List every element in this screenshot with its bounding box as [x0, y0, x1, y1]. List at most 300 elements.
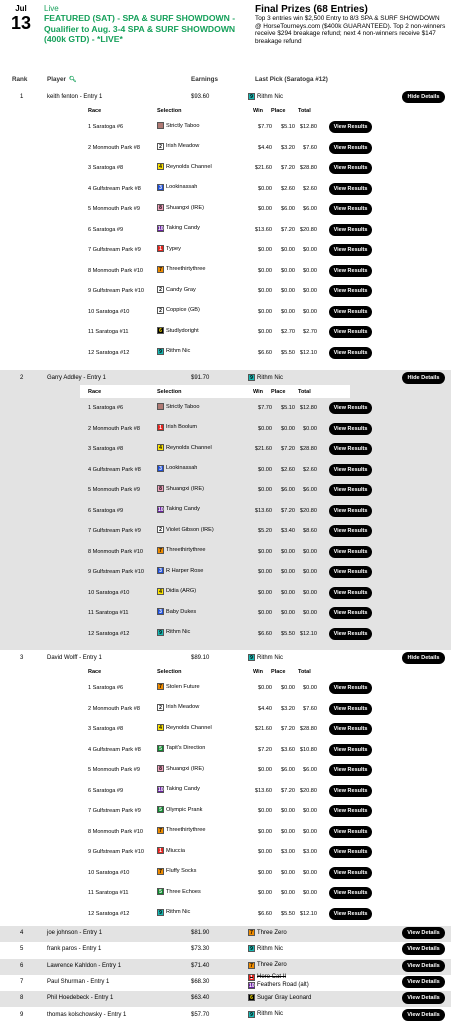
view-details-button[interactable]: View Details — [402, 927, 445, 939]
race-name: 2 Monmouth Park #8 — [88, 705, 140, 712]
player-zone — [0, 89, 451, 370]
place-payout: $7.20 — [281, 726, 295, 732]
player-rank: 6 — [20, 962, 24, 969]
post-position-badge: 1 — [157, 847, 164, 854]
post-position-badge: 4 — [157, 444, 164, 451]
race-row — [80, 678, 368, 698]
total-payout: $28.80 — [299, 726, 317, 732]
horse-name: Shuangxi (IRE) — [166, 485, 204, 492]
win-payout: $7.70 — [258, 405, 272, 411]
selection — [157, 266, 205, 273]
player-rank: 9 — [20, 1011, 24, 1018]
place-payout: $6.00 — [281, 767, 295, 773]
prizes-title: Final Prizes (68 Entries) — [255, 4, 368, 15]
win-payout: $0.00 — [258, 828, 272, 835]
last-pick-horse: Rithm Nic — [257, 654, 284, 661]
race-name: 11 Saratoga #11 — [88, 329, 129, 335]
player-earnings: $71.40 — [191, 962, 210, 969]
race-name: 1 Saratoga #6 — [88, 405, 124, 411]
horse-name: Reynolds Channel — [166, 163, 212, 170]
player-name[interactable]: Garry Addley - Entry 1 — [47, 375, 107, 381]
col-selection: Selection — [157, 669, 182, 675]
race-table-header — [80, 104, 350, 117]
view-results-button[interactable]: View Results — [329, 285, 372, 297]
horse-name: Strictly Taboo — [166, 122, 200, 129]
post-position-badge: 4 — [157, 724, 164, 731]
race-name: 3 Saratoga #8 — [88, 446, 124, 452]
view-results-button[interactable]: View Results — [329, 546, 372, 558]
live-status: Live — [44, 4, 59, 13]
race-name: 12 Saratoga #12 — [88, 630, 130, 637]
place-payout: $3.20 — [281, 144, 295, 151]
place-payout: $0.00 — [281, 808, 295, 814]
race-name: 2 Monmouth Park #8 — [88, 144, 140, 151]
col-race: Race — [88, 389, 102, 395]
view-results-button[interactable]: View Results — [329, 566, 372, 578]
total-payout: $0.00 — [303, 288, 317, 294]
total-payout: $10.80 — [299, 746, 317, 753]
race-row — [80, 904, 368, 924]
race-name: 3 Saratoga #8 — [88, 726, 124, 732]
total-payout: $12.10 — [299, 349, 317, 356]
place-payout: $5.50 — [281, 910, 295, 917]
selection — [157, 506, 200, 513]
view-results-button[interactable]: View Results — [329, 484, 372, 496]
place-payout: $3.00 — [281, 849, 295, 855]
place-payout: $3.40 — [281, 528, 295, 534]
total-payout: $0.00 — [303, 610, 317, 616]
selection — [157, 444, 212, 451]
view-results-button[interactable]: View Results — [329, 265, 372, 277]
horse-name: Baby Dukes — [166, 608, 197, 615]
post-position-badge: 9 — [157, 348, 164, 355]
race-table-header — [80, 665, 350, 678]
view-results-button[interactable]: View Results — [329, 628, 372, 640]
race-name: 6 Saratoga #9 — [88, 787, 124, 794]
view-results-button[interactable]: View Results — [329, 908, 372, 920]
view-results-button[interactable]: View Results — [329, 326, 372, 338]
scratched-horse-name: Hero Cat II — [257, 974, 287, 981]
win-payout: $0.00 — [258, 548, 272, 555]
selection — [157, 526, 214, 533]
place-payout: $7.20 — [281, 446, 295, 452]
selection — [157, 868, 196, 875]
post-position-badge: 7 — [157, 868, 164, 875]
race-name: 3 Saratoga #8 — [88, 165, 124, 171]
place-payout: $0.00 — [281, 308, 295, 315]
win-payout: $6.60 — [258, 349, 272, 356]
player-zone — [0, 975, 451, 991]
player-name[interactable]: Phil Hoedebeck - Entry 1 — [47, 995, 114, 1002]
place-payout: $7.20 — [281, 787, 295, 794]
post-position-badge: 6 — [157, 327, 164, 334]
col-total: Total — [298, 108, 311, 114]
view-results-button[interactable]: View Results — [329, 846, 372, 858]
player-row — [0, 990, 451, 1006]
race-name: 10 Saratoga #10 — [88, 308, 130, 315]
race-name: 9 Gulfstream Park #10 — [88, 288, 144, 294]
alternate-pick — [248, 982, 309, 989]
place-payout: $2.60 — [281, 185, 295, 192]
post-position-badge: 7 — [157, 266, 164, 273]
view-results-button[interactable]: View Results — [329, 162, 372, 174]
selection — [157, 608, 196, 615]
player-name[interactable]: frank paros - Entry 1 — [47, 946, 102, 953]
player-zone — [0, 959, 451, 975]
last-pick — [248, 654, 283, 661]
post-position-badge: 7 — [248, 929, 255, 936]
win-payout: $0.00 — [258, 247, 272, 253]
view-results-button[interactable]: View Results — [329, 703, 372, 715]
horse-name: Threethirtythree — [166, 266, 206, 272]
horse-name: R Harper Rose — [166, 567, 204, 574]
player-zone — [0, 370, 451, 650]
view-results-button[interactable]: View Results — [329, 764, 372, 776]
post-position-badge: 9 — [248, 1011, 255, 1018]
col-win: Win — [253, 389, 264, 395]
post-position-badge: 7 — [157, 683, 164, 690]
race-name: 4 Gulfstream Park #8 — [88, 746, 141, 753]
view-results-button[interactable]: View Results — [329, 224, 372, 236]
win-payout: $0.00 — [258, 466, 272, 473]
last-pick-horse: Feathers Road (alt) — [257, 982, 309, 989]
col-place: Place — [271, 669, 286, 675]
total-payout: $0.00 — [303, 308, 317, 315]
col-selection: Selection — [157, 389, 182, 395]
race-name: 5 Monmouth Park #9 — [88, 487, 140, 493]
race-row — [80, 179, 368, 199]
col-rank: Rank — [12, 76, 28, 83]
col-win: Win — [253, 669, 264, 675]
view-details-button[interactable]: View Details — [402, 960, 445, 972]
total-payout: $12.10 — [299, 630, 317, 637]
race-row — [80, 302, 368, 322]
view-results-button[interactable]: View Results — [329, 682, 372, 694]
view-results-button[interactable]: View Results — [329, 183, 372, 195]
total-payout: $0.00 — [303, 247, 317, 253]
player-name[interactable]: David Wolff - Entry 1 — [47, 655, 102, 661]
place-payout: $7.20 — [281, 165, 295, 171]
race-name: 4 Gulfstream Park #8 — [88, 185, 141, 192]
total-payout: $0.00 — [303, 869, 317, 876]
view-results-button[interactable]: View Results — [329, 867, 372, 879]
race-name: 10 Saratoga #10 — [88, 869, 130, 876]
win-payout: $5.20 — [258, 528, 272, 534]
horse-name: Taking Candy — [166, 506, 200, 512]
view-results-button[interactable]: View Results — [329, 443, 372, 455]
selection — [157, 184, 197, 191]
race-row — [80, 699, 368, 719]
player-row — [0, 1007, 451, 1023]
horse-name: Reynolds Channel — [166, 724, 212, 731]
race-row — [80, 138, 368, 158]
player-rank: 5 — [20, 946, 24, 953]
place-payout: $2.60 — [281, 466, 295, 473]
view-results-button[interactable]: View Results — [329, 785, 372, 797]
selection — [157, 786, 200, 793]
player-row — [0, 941, 451, 957]
post-position-badge: 10 — [158, 786, 164, 793]
post-position-badge: 9 — [248, 945, 255, 952]
col-place: Place — [271, 389, 286, 395]
player-rank: 8 — [20, 995, 24, 1002]
post-position-badge: 3 — [157, 567, 164, 574]
horse-name: Violet Gibson (IRE) — [166, 526, 214, 533]
race-name: 10 Saratoga #10 — [88, 589, 130, 596]
date-block — [6, 4, 36, 33]
view-results-button[interactable]: View Results — [329, 464, 372, 476]
post-position-badge: 2 — [157, 704, 164, 711]
view-details-button[interactable]: View Details — [402, 992, 445, 1004]
win-payout: $6.60 — [258, 910, 272, 917]
post-position-badge: 4 — [157, 163, 164, 170]
selection — [157, 163, 212, 170]
view-results-button[interactable]: View Results — [329, 203, 372, 215]
player-rank: 1 — [20, 94, 24, 100]
selection — [157, 888, 201, 895]
view-results-button[interactable]: View Results — [329, 826, 372, 838]
race-name: 8 Monmouth Park #10 — [88, 267, 144, 274]
player-name[interactable]: Lawrence Kahldon - Entry 1 — [47, 962, 122, 969]
view-details-button[interactable]: View Details — [402, 976, 445, 988]
selection — [157, 588, 196, 595]
place-payout: $6.00 — [281, 487, 295, 493]
view-results-button[interactable]: View Results — [329, 347, 372, 359]
horse-name: Irish Meadow — [166, 704, 200, 710]
view-results-button[interactable]: View Results — [329, 805, 372, 817]
col-race: Race — [88, 669, 102, 675]
last-pick-horse: Rithm Nic — [257, 93, 284, 100]
total-payout: $12.80 — [299, 405, 317, 411]
horse-name: Shuangxi (IRE) — [166, 765, 204, 772]
selection — [157, 225, 200, 232]
total-payout: $20.80 — [299, 787, 317, 794]
race-name: 5 Monmouth Park #9 — [88, 767, 140, 773]
total-payout: $6.00 — [303, 206, 317, 212]
race-row — [80, 261, 368, 281]
race-name: 2 Monmouth Park #8 — [88, 425, 140, 432]
win-payout: $0.00 — [258, 808, 272, 814]
place-payout: $5.50 — [281, 630, 295, 637]
post-position-badge: 4 — [157, 588, 164, 595]
post-position-badge: 1 — [248, 974, 255, 981]
view-results-button[interactable]: View Results — [329, 121, 372, 133]
race-details-table — [80, 665, 368, 924]
tournament-title: FEATURED (SAT) - SPA & SURF SHOWDOWN - Qualifier to Aug. 3-4 SPA & SURF SHOWDOWN (400k GTD) - *LIVE* — [44, 13, 236, 44]
last-pick — [248, 1011, 283, 1018]
place-payout: $5.50 — [281, 349, 295, 356]
view-results-button[interactable]: View Results — [329, 505, 372, 517]
last-pick-horse: Three Zero — [257, 962, 287, 969]
selection — [157, 143, 199, 150]
selection — [157, 704, 199, 711]
win-payout: $0.00 — [258, 206, 272, 212]
win-payout: $4.40 — [258, 144, 272, 151]
selection — [157, 122, 199, 129]
final-prizes — [255, 4, 447, 45]
win-payout: $0.00 — [258, 267, 272, 274]
post-position-badge: 8 — [157, 485, 164, 492]
race-name: 9 Gulfstream Park #10 — [88, 569, 144, 575]
player-name[interactable]: joe johnson - Entry 1 — [47, 930, 103, 936]
player-zone — [0, 942, 451, 958]
col-player: Player 🔍︎ — [47, 76, 77, 83]
last-pick — [248, 374, 283, 381]
post-position-badge: 7 — [248, 962, 255, 969]
post-position-badge: ? — [158, 404, 163, 410]
view-results-button[interactable]: View Results — [329, 142, 372, 154]
player-name[interactable]: keith fenton - Entry 1 — [47, 94, 103, 100]
post-position-badge: 2 — [157, 307, 164, 314]
view-details-button[interactable]: View Details — [402, 1009, 445, 1021]
horse-name: Olympic Prank — [166, 806, 203, 813]
race-row — [80, 199, 368, 219]
post-position-badge: 1 — [157, 424, 164, 431]
horse-name: Irish Boolum — [166, 424, 198, 430]
selection — [157, 307, 200, 314]
col-selection: Selection — [157, 108, 182, 114]
race-row — [80, 240, 368, 260]
race-details-table — [80, 385, 368, 648]
post-position-badge: 5 — [157, 745, 164, 752]
total-payout: $28.80 — [299, 446, 317, 452]
view-results-button[interactable]: View Results — [329, 723, 372, 735]
view-results-button[interactable]: View Results — [329, 402, 372, 414]
race-row — [80, 883, 368, 903]
post-position-badge: 2 — [157, 143, 164, 150]
view-results-button[interactable]: View Results — [329, 607, 372, 619]
player-rank: 2 — [20, 375, 24, 381]
race-row — [80, 439, 368, 459]
player-zone — [0, 991, 451, 1007]
tournament-header — [0, 0, 451, 66]
col-total: Total — [298, 389, 311, 395]
player-name[interactable]: Paul Shurman - Entry 1 — [47, 978, 110, 985]
post-position-badge: 3 — [157, 608, 164, 615]
view-results-button[interactable]: View Results — [329, 887, 372, 899]
race-row — [80, 562, 368, 582]
selection — [157, 424, 197, 431]
last-pick — [248, 93, 283, 100]
race-row — [80, 740, 368, 760]
view-results-button[interactable]: View Results — [329, 587, 372, 599]
horse-name: Strictly Taboo — [166, 403, 200, 410]
race-row — [80, 398, 368, 418]
win-payout: $21.60 — [254, 165, 272, 171]
win-payout: $13.60 — [254, 787, 272, 794]
player-zone — [0, 1008, 451, 1024]
win-payout: $0.00 — [258, 610, 272, 616]
col-place: Place — [271, 108, 286, 114]
view-details-button[interactable]: View Details — [402, 943, 445, 955]
post-position-badge: 10 — [249, 982, 255, 989]
horse-name: Threethirtythree — [166, 827, 206, 833]
view-results-button[interactable]: View Results — [329, 423, 372, 435]
win-payout: $4.40 — [258, 705, 272, 712]
player-earnings: $63.40 — [191, 995, 210, 1002]
player-earnings: $81.90 — [191, 930, 210, 936]
race-name: 12 Saratoga #12 — [88, 349, 130, 356]
post-position-badge: 9 — [157, 909, 164, 916]
selection — [157, 286, 196, 293]
race-row — [80, 419, 368, 439]
horse-name: Lookinassah — [166, 465, 198, 471]
place-payout: $2.70 — [281, 329, 295, 335]
race-row — [80, 624, 368, 644]
place-payout: $3.20 — [281, 705, 295, 712]
race-row — [80, 322, 368, 342]
hide-details-button[interactable]: Hide Details — [402, 91, 445, 103]
place-payout: $0.00 — [281, 589, 295, 596]
race-name: 7 Gulfstream Park #9 — [88, 808, 141, 814]
total-payout: $7.60 — [303, 144, 317, 151]
hide-details-button[interactable]: Hide Details — [402, 652, 445, 664]
search-icon[interactable]: 🔍︎ — [68, 77, 77, 83]
last-pick-horse: Rithm Nic — [257, 945, 284, 952]
place-payout: $6.00 — [281, 206, 295, 212]
race-row — [80, 842, 368, 862]
horse-name: Threethirtythree — [166, 547, 206, 553]
view-results-button[interactable]: View Results — [329, 525, 372, 537]
horse-name: Shuangxi (IRE) — [166, 204, 204, 211]
place-payout: $0.00 — [281, 685, 295, 691]
selection — [157, 547, 205, 554]
last-pick — [248, 929, 287, 936]
win-payout: $13.60 — [254, 507, 272, 514]
selection — [157, 806, 202, 813]
race-name: 9 Gulfstream Park #10 — [88, 849, 144, 855]
prizes-text: Top 3 entries win $2,500 Entry to 8/3 SPA & SURF SHOWDOWN @ HorseTourneys.com ($400k GUARANTEED). Top 2 non-winners receive $294 breakage refund; next 4 non-winners receive $147 breakage refund — [255, 15, 446, 45]
total-payout: $0.00 — [303, 685, 317, 691]
view-results-button[interactable]: View Results — [329, 244, 372, 256]
race-row — [80, 760, 368, 780]
race-row — [80, 801, 368, 821]
place-payout: $0.00 — [281, 569, 295, 575]
view-results-button[interactable]: View Results — [329, 306, 372, 318]
horse-name: Typey — [166, 245, 181, 252]
selection — [157, 567, 203, 574]
selection — [157, 827, 205, 834]
selection — [157, 683, 200, 690]
horse-name: Miuccia — [166, 847, 185, 854]
player-earnings: $68.30 — [191, 978, 210, 985]
race-row — [80, 343, 368, 363]
last-pick-horse: Sugar Gray Leonard — [257, 994, 312, 1001]
selection — [157, 629, 190, 636]
selection — [157, 403, 199, 410]
view-results-button[interactable]: View Results — [329, 744, 372, 756]
win-payout: $21.60 — [254, 726, 272, 732]
selection — [157, 465, 197, 472]
race-name: 5 Monmouth Park #9 — [88, 206, 140, 212]
race-row — [80, 117, 368, 137]
place-payout: $0.00 — [281, 869, 295, 876]
date-month: Jul — [15, 4, 27, 13]
race-name: 6 Saratoga #9 — [88, 226, 124, 233]
selection — [157, 485, 204, 492]
win-payout: $0.00 — [258, 569, 272, 575]
horse-name: Candy Gray — [166, 286, 196, 293]
player-name[interactable]: thomas kolschowsky - Entry 1 — [47, 1011, 127, 1018]
win-payout: $0.00 — [258, 487, 272, 493]
total-payout: $6.00 — [303, 487, 317, 493]
total-payout: $3.00 — [303, 849, 317, 855]
hide-details-button[interactable]: Hide Details — [402, 372, 445, 384]
place-payout: $0.00 — [281, 828, 295, 835]
last-pick — [248, 945, 283, 952]
post-position-badge: 5 — [157, 806, 164, 813]
horse-name: Rithm Nic — [166, 909, 191, 915]
